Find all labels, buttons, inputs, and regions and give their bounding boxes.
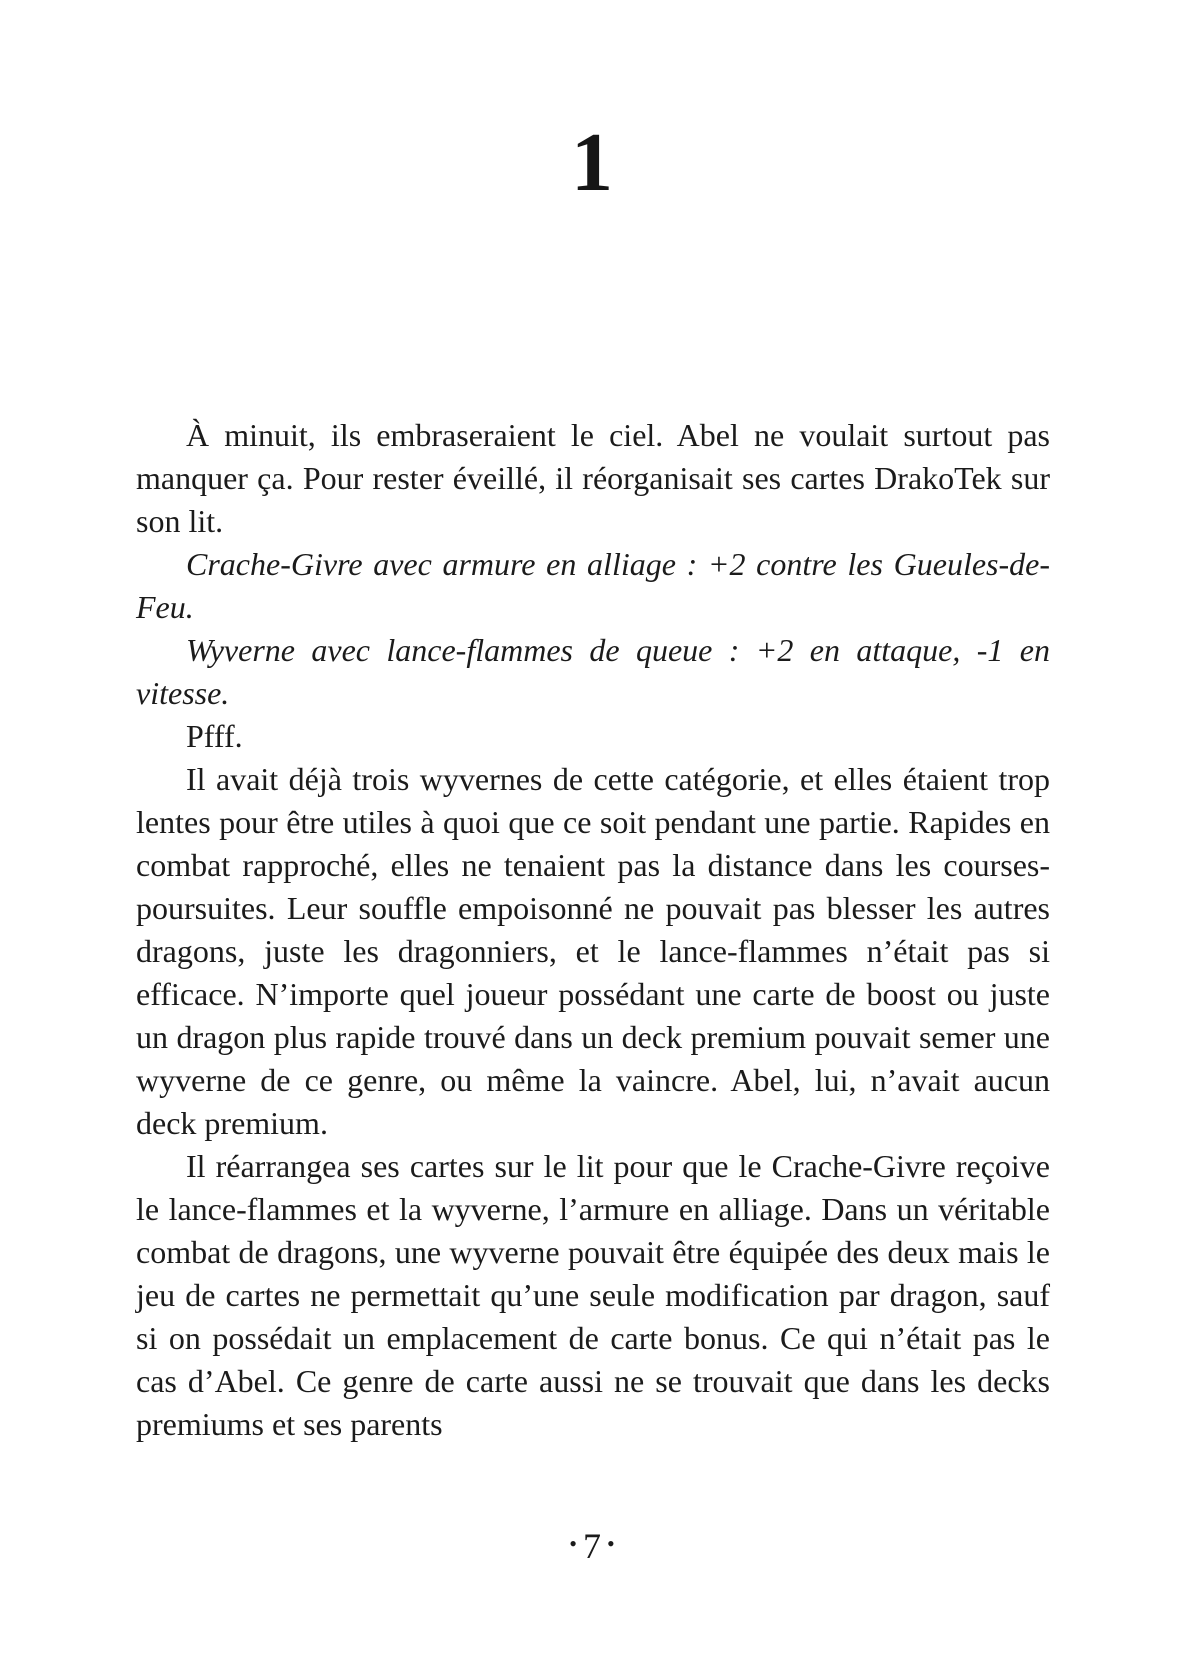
folio-dot-left: • xyxy=(569,1531,577,1556)
paragraph-pfff: Pfff. xyxy=(186,718,243,754)
paragraph-card-wyverne: Wyverne avec lance-flammes de queue : +2 en attaque, -1 en vitesse. xyxy=(136,632,1050,711)
page-number: 7 xyxy=(583,1526,601,1566)
body-text xyxy=(136,414,1050,1446)
paragraph-rearrange-cards: Il réarrangea ses cartes sur le lit pour que le Crache-Givre reçoive le lance-flammes et la wyverne, l’armure en alliage. Dans un véritable combat de dragons, une wyverne pouvait être équipée des deux mais le jeu de cartes ne permettait qu’une seule modification par dragon, sauf si on possédait un emplacement de carte bonus. Ce qui n’était pas le cas d’Abel. Ce genre de carte aussi ne se trouvait que dans les decks premiums et ses parents xyxy=(136,1148,1050,1442)
paragraph-opening: À minuit, ils embraseraient le ciel. Abel ne voulait surtout pas manquer ça. Pour rester éveillé, il réorganisait ses cartes DrakoTek sur son lit. xyxy=(136,417,1050,539)
paragraph-card-crache-givre: Crache-Givre avec armure en alliage : +2 contre les Gueules-de-Feu. xyxy=(136,546,1050,625)
folio-dot-right: • xyxy=(607,1531,615,1556)
page-footer xyxy=(0,1528,1184,1564)
paragraph-wyvernes-analysis: Il avait déjà trois wyvernes de cette catégorie, et elles étaient trop lentes pour être utiles à quoi que ce soit pendant une partie. Rapides en combat rapproché, elles ne tenaient pas la distance dans les courses-poursuites. Leur souffle empoisonné ne pouvait pas blesser les autres dragons, juste les dragonniers, et le lance-flammes n’était pas si efficace. N’importe quel joueur possédant une carte de boost ou juste un dragon plus rapide trouvé dans un deck premium pouvait semer une wyverne de ce genre, ou même la vaincre. Abel, lui, n’avait aucun deck premium. xyxy=(136,761,1050,1141)
chapter-number: 1 xyxy=(571,116,613,209)
